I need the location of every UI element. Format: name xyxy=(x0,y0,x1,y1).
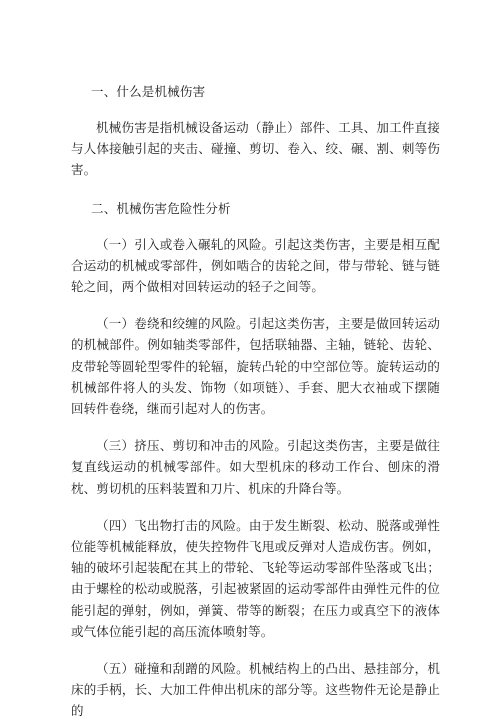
section-heading-risk-analysis: 二、机械伤害危险性分析 xyxy=(91,200,231,216)
risk-paragraph-5: （五）碰撞和刮蹭的风险。机械结构上的凸出、悬挂部分，机床的手柄，长、大加工件伸出机床的部分等。这些物件无论是静止的 xyxy=(71,661,440,719)
spacer xyxy=(71,419,440,435)
risk-paragraph-4: （四）飞出物打击的风险。由于发生断裂、松动、脱落或弹性位能等机械能释放，使失控物件飞甩或反弹对人造成伤害。例如，轴的破坏引起装配在其上的带轮、飞轮等运动零部件坠落或飞出；由于螺栓的松动或脱落，引起被紧固的运动零部件由弹性元件的位能引起的弹射，例如，弹簧、带等的断裂；在压力或真空下的液体或气体位能引起的高压流体喷射等。 xyxy=(71,517,440,639)
risk-paragraph-3: （三）挤压、剪切和冲击的风险。引起这类伤害，主要是做往复直线运动的机械零部件。如大型机床的移动工作台、刨床的滑枕、剪切机的压料装置和刀片、机床的升降台等。 xyxy=(71,438,440,496)
risk-paragraph-2: （一）卷绕和绞缠的风险。引起这类伤害，主要是做回转运动的机械部件。例如轴类零部件，包括联轴器、主轴，链轮、齿轮、皮带轮等圆轮型零件的轮辐，旋转凸轮的中空部位等。旋转运动的机械部件将人的头发、饰物（如项链）、手套、肥大衣袖或下摆随回转件卷绕，继而引起对人的伤害。 xyxy=(71,316,440,417)
spacer xyxy=(71,181,440,197)
spacer xyxy=(71,297,440,313)
section-heading-what-is-mechanical-injury: 一、什么是机械伤害 xyxy=(91,84,206,99)
definition-paragraph: 机械伤害是指机械设备运动（静止）部件、工具、加工件直接与人体接触引起的夹击、碰撞、剪切、卷入、绞、碾、割、刺等伤害。 xyxy=(71,120,440,178)
spacer xyxy=(71,221,440,234)
spacer xyxy=(71,642,440,658)
risk-paragraph-1: （一）引入或卷入碾轧的风险。引起这类伤害，主要是相互配合运动的机械或零部件，例如啮合的齿轮之间，带与带轮、链与链轮之间，两个做相对回转运动的轻子之间等。 xyxy=(71,236,440,295)
spacer xyxy=(71,104,440,117)
spacer xyxy=(71,499,440,515)
